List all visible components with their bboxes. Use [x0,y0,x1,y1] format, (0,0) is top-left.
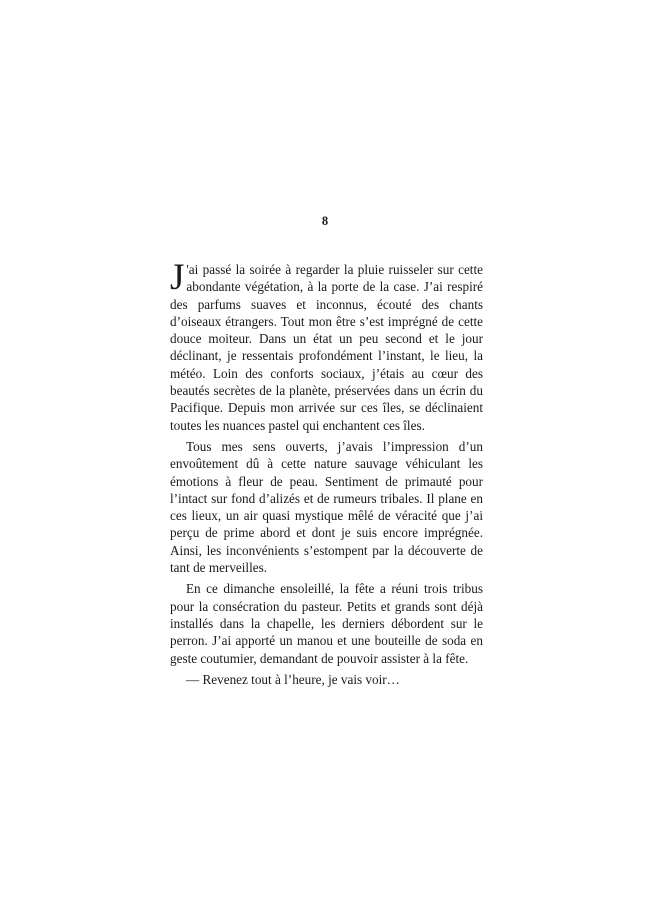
paragraph-3: En ce dimanche ensoleillé, la fête a réuni trois tribus pour la consécration du pasteur. Petits et grands sont déjà installés dans la chapelle, les derniers débordent sur le perron. J’ai apporté un manou et une bouteille de soda en geste coutumier, demandant de pouvoir assister à la fête. [170,581,483,666]
paragraph-1-text: 'ai passé la soirée à regarder la pluie ruisseler sur cette abondante végétation, à la porte de la case. J’ai respiré des parfums suaves et inconnus, écouté des chants d’oiseaux étrangers. Tout mon être s’est imprégné de cette douce moiteur. Dans un état un peu second et le jour déclinant, je ressentais profondément l’instant, le lieu, la météo. Loin des conforts sociaux, j’étais au cœur des beautés secrètes de la planète, préservées dans un écrin du Pacifique. Depuis mon arrivée sur ces îles, se déclinaient toutes les nuances pastel qui enchantent ces îles. [170,262,483,433]
paragraph-2: Tous mes sens ouverts, j’avais l’impression d’un envoûtement dû à cette nature sauvage véhiculant les émotions à fleur de peau. Sentiment de primauté pour l’intact sur fond d’alizés et de rumeurs tribales. Il plane en ces lieux, un air quasi mystique mêlé de véracité que j’ai perçu de prime abord et dont je suis encore imprégnée. Ainsi, les inconvénients s’estompent par la découverte de tant de merveilles. [170,438,483,576]
chapter-number: 8 [321,214,329,228]
chapter-text [170,257,483,692]
drop-cap: J [170,257,185,298]
paragraph-4-dialogue: — Revenez tout à l’heure, je vais voir… [186,671,400,687]
paragraph-1 [170,257,483,434]
